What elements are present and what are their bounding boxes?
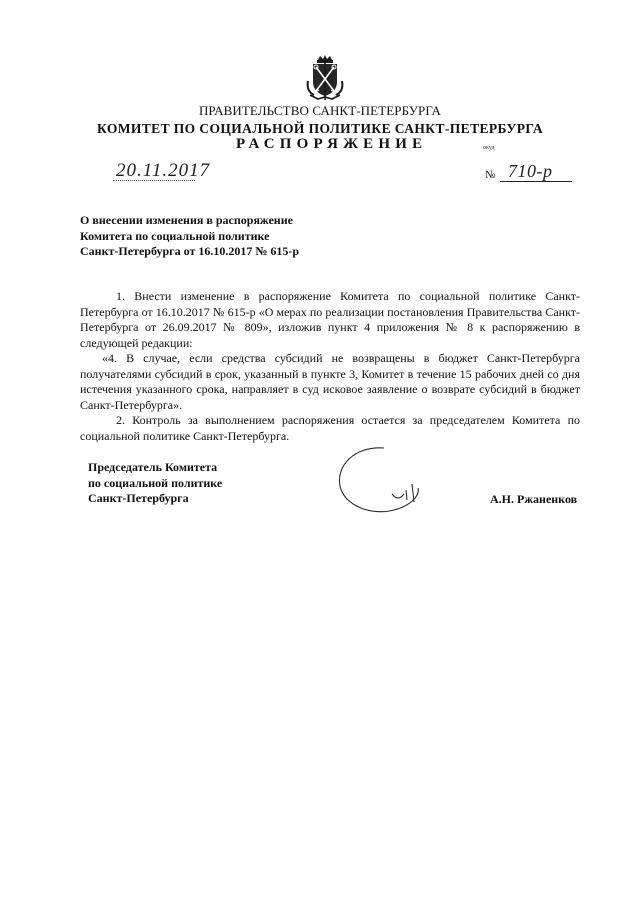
- signatory-title: [88, 460, 222, 507]
- number-underline: [500, 181, 572, 182]
- handwritten-signature: [334, 444, 424, 518]
- coat-of-arms-emblem: [304, 55, 346, 101]
- committee-title: КОМИТЕТ ПО СОЦИАЛЬНОЙ ПОЛИТИКЕ САНКТ-ПЕТЕРБУРГА: [96, 121, 544, 136]
- document-number: 710-р: [508, 161, 553, 181]
- quoted-clause: «4. В случае, если средства субсидий не возвращены в бюджет Санкт-Петербурга получателями субсидий в срок, указанный в пункте 3, Комитет в течение 15 рабочих дней со дня истечения указанного срока, направляет в суд исковое заявление о возврате субсидий в бюджет Санкт-Петербурга».: [80, 351, 580, 412]
- subject-line: Санкт-Петербурга от 16.10.2017 № 615-р: [80, 244, 300, 258]
- signatory-title-line: по социальной политике: [88, 475, 223, 490]
- document-body: [80, 289, 580, 444]
- government-title: ПРАВИТЕЛЬСТВО САНКТ-ПЕТЕРБУРГА: [198, 103, 442, 118]
- signatory-title-line: Санкт-Петербурга: [88, 491, 189, 505]
- document-type-title: РАСПОРЯЖЕНИЕ: [236, 136, 428, 152]
- subject-line: Комитета по социальной политике: [80, 228, 270, 243]
- number-label: №: [485, 169, 496, 181]
- document-subject: [80, 213, 299, 260]
- paragraph-1: 1. Внести изменение в распоряжение Комитета по социальной политике Санкт-Петербурга от 16.10.2017 № 615-р «О мерах по реализации постановления Правительства Санкт-Петербурга от 26.09.2017 № 809», изложив пункт 4 приложения № 8 к распоряжению в следующей редакции:: [80, 289, 580, 350]
- date-underline: [113, 180, 195, 181]
- subject-line: О внесении изменения в распоряжение: [80, 213, 293, 227]
- document-date: 20.11.2017: [116, 160, 211, 181]
- signatory-name: А.Н. Ржаненков: [490, 492, 578, 506]
- paragraph-2: 2. Контроль за выполнением распоряжения остается за председателем Комитета по социальной политике Санкт-Петербурга.: [80, 413, 580, 443]
- okud-label: окуд: [483, 145, 495, 151]
- signatory-title-line: Председатель Комитета: [88, 460, 218, 474]
